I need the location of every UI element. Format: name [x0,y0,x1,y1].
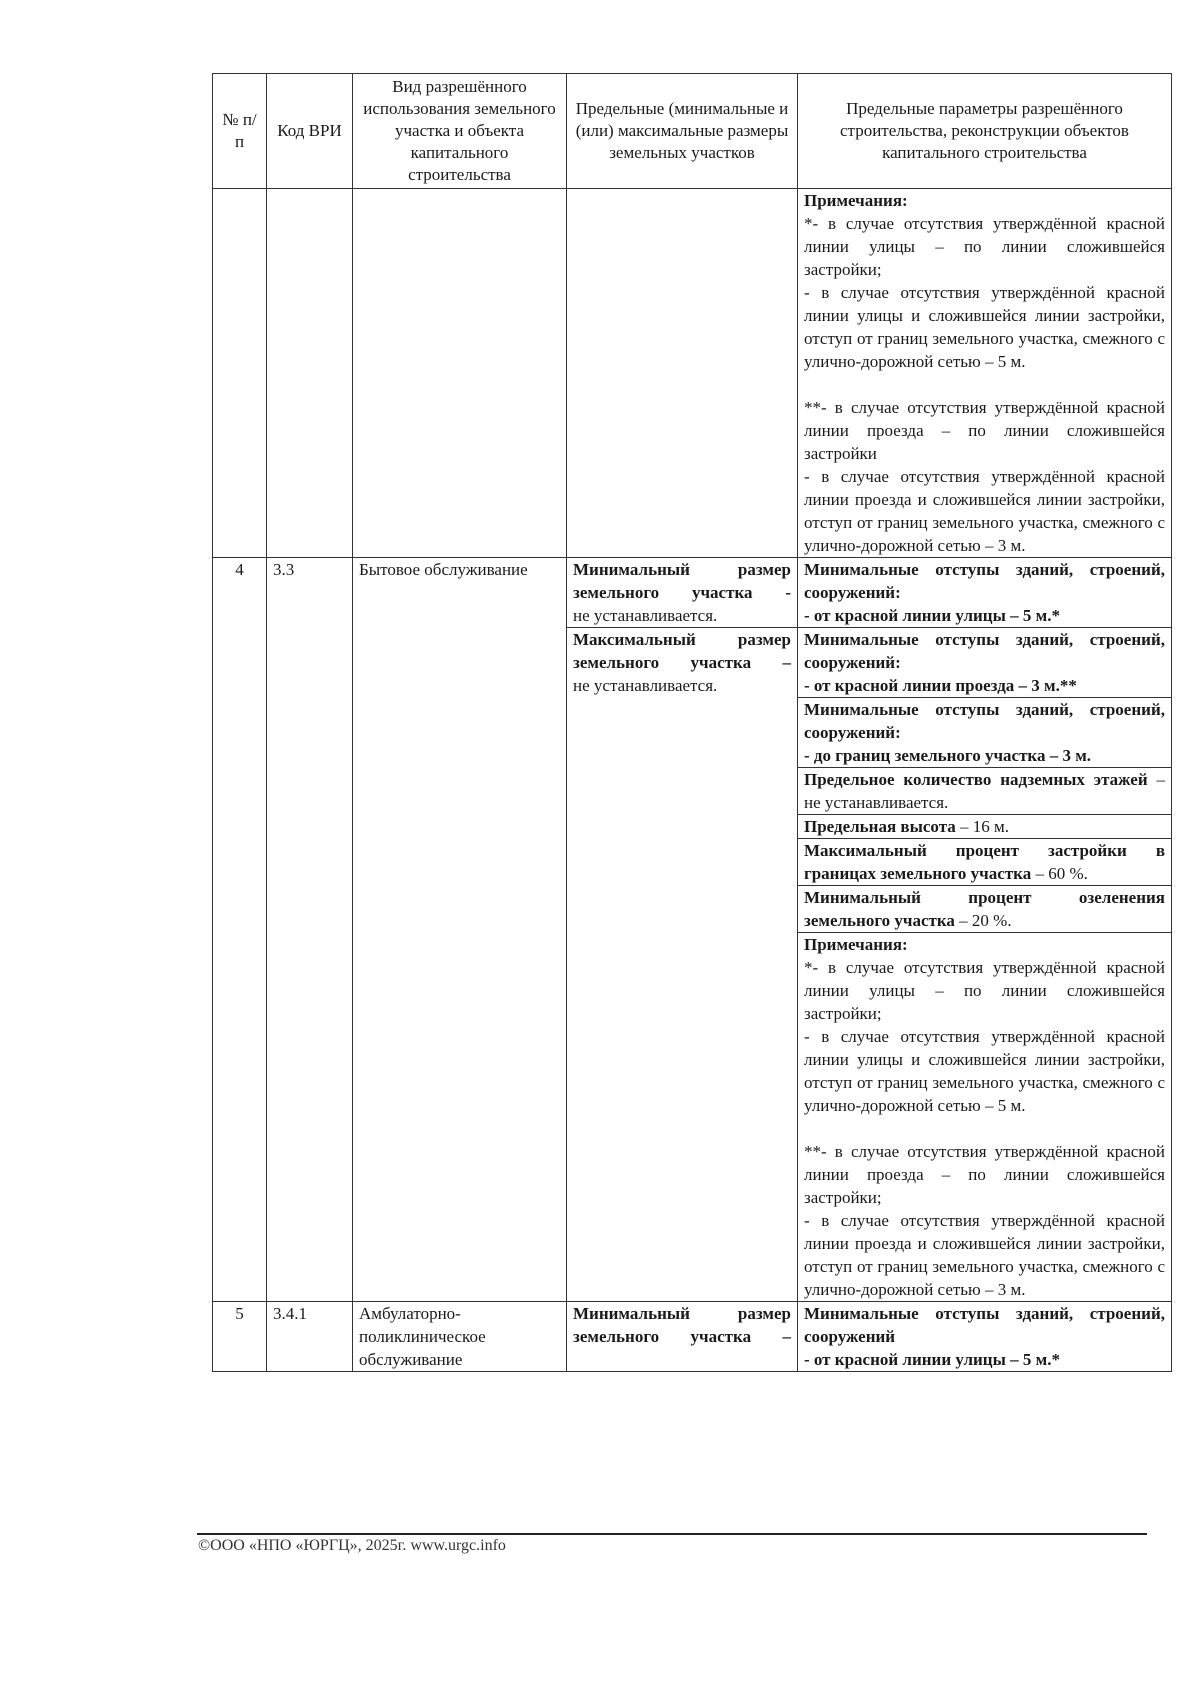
footer-divider [197,1533,1147,1535]
note-text: - в случае отсутствия утверждённой красной линии улицы и сложившейся линии застройки, отступ от границ земельного участка, смежного с улично-дорожной сетью – 5 м. [804,283,1165,371]
table-row [213,1302,1172,1372]
param-cell [798,815,1172,839]
header-code: Код ВРИ [267,74,353,189]
header-use-type: Вид разрешённого использования земельного участка и объекта капитального строительства [353,74,567,189]
param-cell [798,1302,1172,1372]
notes-cell [798,933,1172,1302]
note-text: - в случае отсутствия утверждённой красной линии проезда и сложившейся линии застройки, отступ от границ земельного участка, смежного с улично-дорожной сетью – 3 м. [804,467,1165,555]
param-cell [798,628,1172,698]
row-use-name: Амбулаторно-поликлиническое обслуживание [353,1302,567,1372]
max-plot-size-value: не устанавливается. [573,676,718,695]
param-label: Минимальные отступы зданий, строений, сооружений: [804,560,1165,602]
param-value: – 20 %. [954,911,1012,930]
param-cell [798,698,1172,768]
table-header-row [213,74,1172,189]
row-number: 5 [213,1302,267,1372]
param-label: Минимальные отступы зданий, строений, сооружений [804,1304,1165,1346]
max-plot-size-cell [567,628,798,1302]
row-number: 4 [213,558,267,1302]
note-text: - в случае отсутствия утверждённой красной линии проезда и сложившейся линии застройки, отступ от границ земельного участка, смежного с улично-дорожной сетью – 3 м. [804,1211,1165,1299]
min-plot-size-cell [567,558,798,628]
footer-copyright: ©ООО «НПО «ЮРГЦ», 2025г. www.urgc.info [198,1537,506,1554]
notes-title: Примечания: [804,191,908,210]
param-value: - от красной линии улицы – 5 м.* [804,1350,1060,1369]
param-value: - до границ земельного участка – 3 м. [804,746,1092,765]
param-label: Минимальные отступы зданий, строений, сооружений: [804,700,1165,742]
note-text: **- в случае отсутствия утверждённой красной линии проезда – по линии сложившейся застройки; [804,1142,1165,1207]
row-code: 3.4.1 [267,1302,353,1372]
table-row-continuation [213,189,1172,558]
param-label: Предельное количество надземных этажей [804,770,1148,789]
param-cell [798,768,1172,815]
param-label: Минимальный процент озеленения земельного участка [804,888,1165,930]
zoning-table [212,73,1172,1372]
notes-cell [798,189,1172,558]
min-plot-size-value: не устанавливается. [573,606,718,625]
min-plot-size-cell [567,1302,798,1372]
table-row [213,558,1172,628]
param-label: Максимальный процент застройки в границах земельного участка [804,841,1165,883]
header-number: № п/п [213,74,267,189]
row-use-name: Бытовое обслуживание [353,558,567,1302]
cell-empty [267,189,353,558]
cell-empty [213,189,267,558]
note-text: **- в случае отсутствия утверждённой красной линии проезда – по линии сложившейся застройки [804,398,1165,463]
cell-empty [353,189,567,558]
param-cell [798,839,1172,886]
param-value: – не устанавливается. [804,770,1166,812]
note-text: *- в случае отсутствия утверждённой красной линии улицы – по линии сложившейся застройки; [804,214,1165,279]
note-text: *- в случае отсутствия утверждённой красной линии улицы – по линии сложившейся застройки; [804,958,1165,1023]
min-plot-size-label: Минимальный размер земельного участка – [573,1304,791,1346]
param-value: - от красной линии улицы – 5 м.* [804,606,1060,625]
param-value: - от красной линии проезда – 3 м.** [804,676,1077,695]
max-plot-size-label: Максимальный размер земельного участка – [573,630,791,672]
param-cell [798,886,1172,933]
note-text: - в случае отсутствия утверждённой красной линии улицы и сложившейся линии застройки, отступ от границ земельного участка, смежного с улично-дорожной сетью – 5 м. [804,1027,1165,1115]
param-value: – 16 м. [955,817,1010,836]
header-plot-size: Предельные (минимальные и (или) максимальные размеры земельных участков [567,74,798,189]
param-label: Предельная высота [804,817,956,836]
min-plot-size-label: Минимальный размер земельного участка - [573,560,791,602]
param-label: Минимальные отступы зданий, строений, сооружений: [804,630,1165,672]
header-parameters: Предельные параметры разрешённого строительства, реконструкции объектов капитального строительства [798,74,1172,189]
notes-title: Примечания: [804,935,908,954]
row-code: 3.3 [267,558,353,1302]
param-cell [798,558,1172,628]
param-value: – 60 %. [1031,864,1088,883]
cell-empty [567,189,798,558]
